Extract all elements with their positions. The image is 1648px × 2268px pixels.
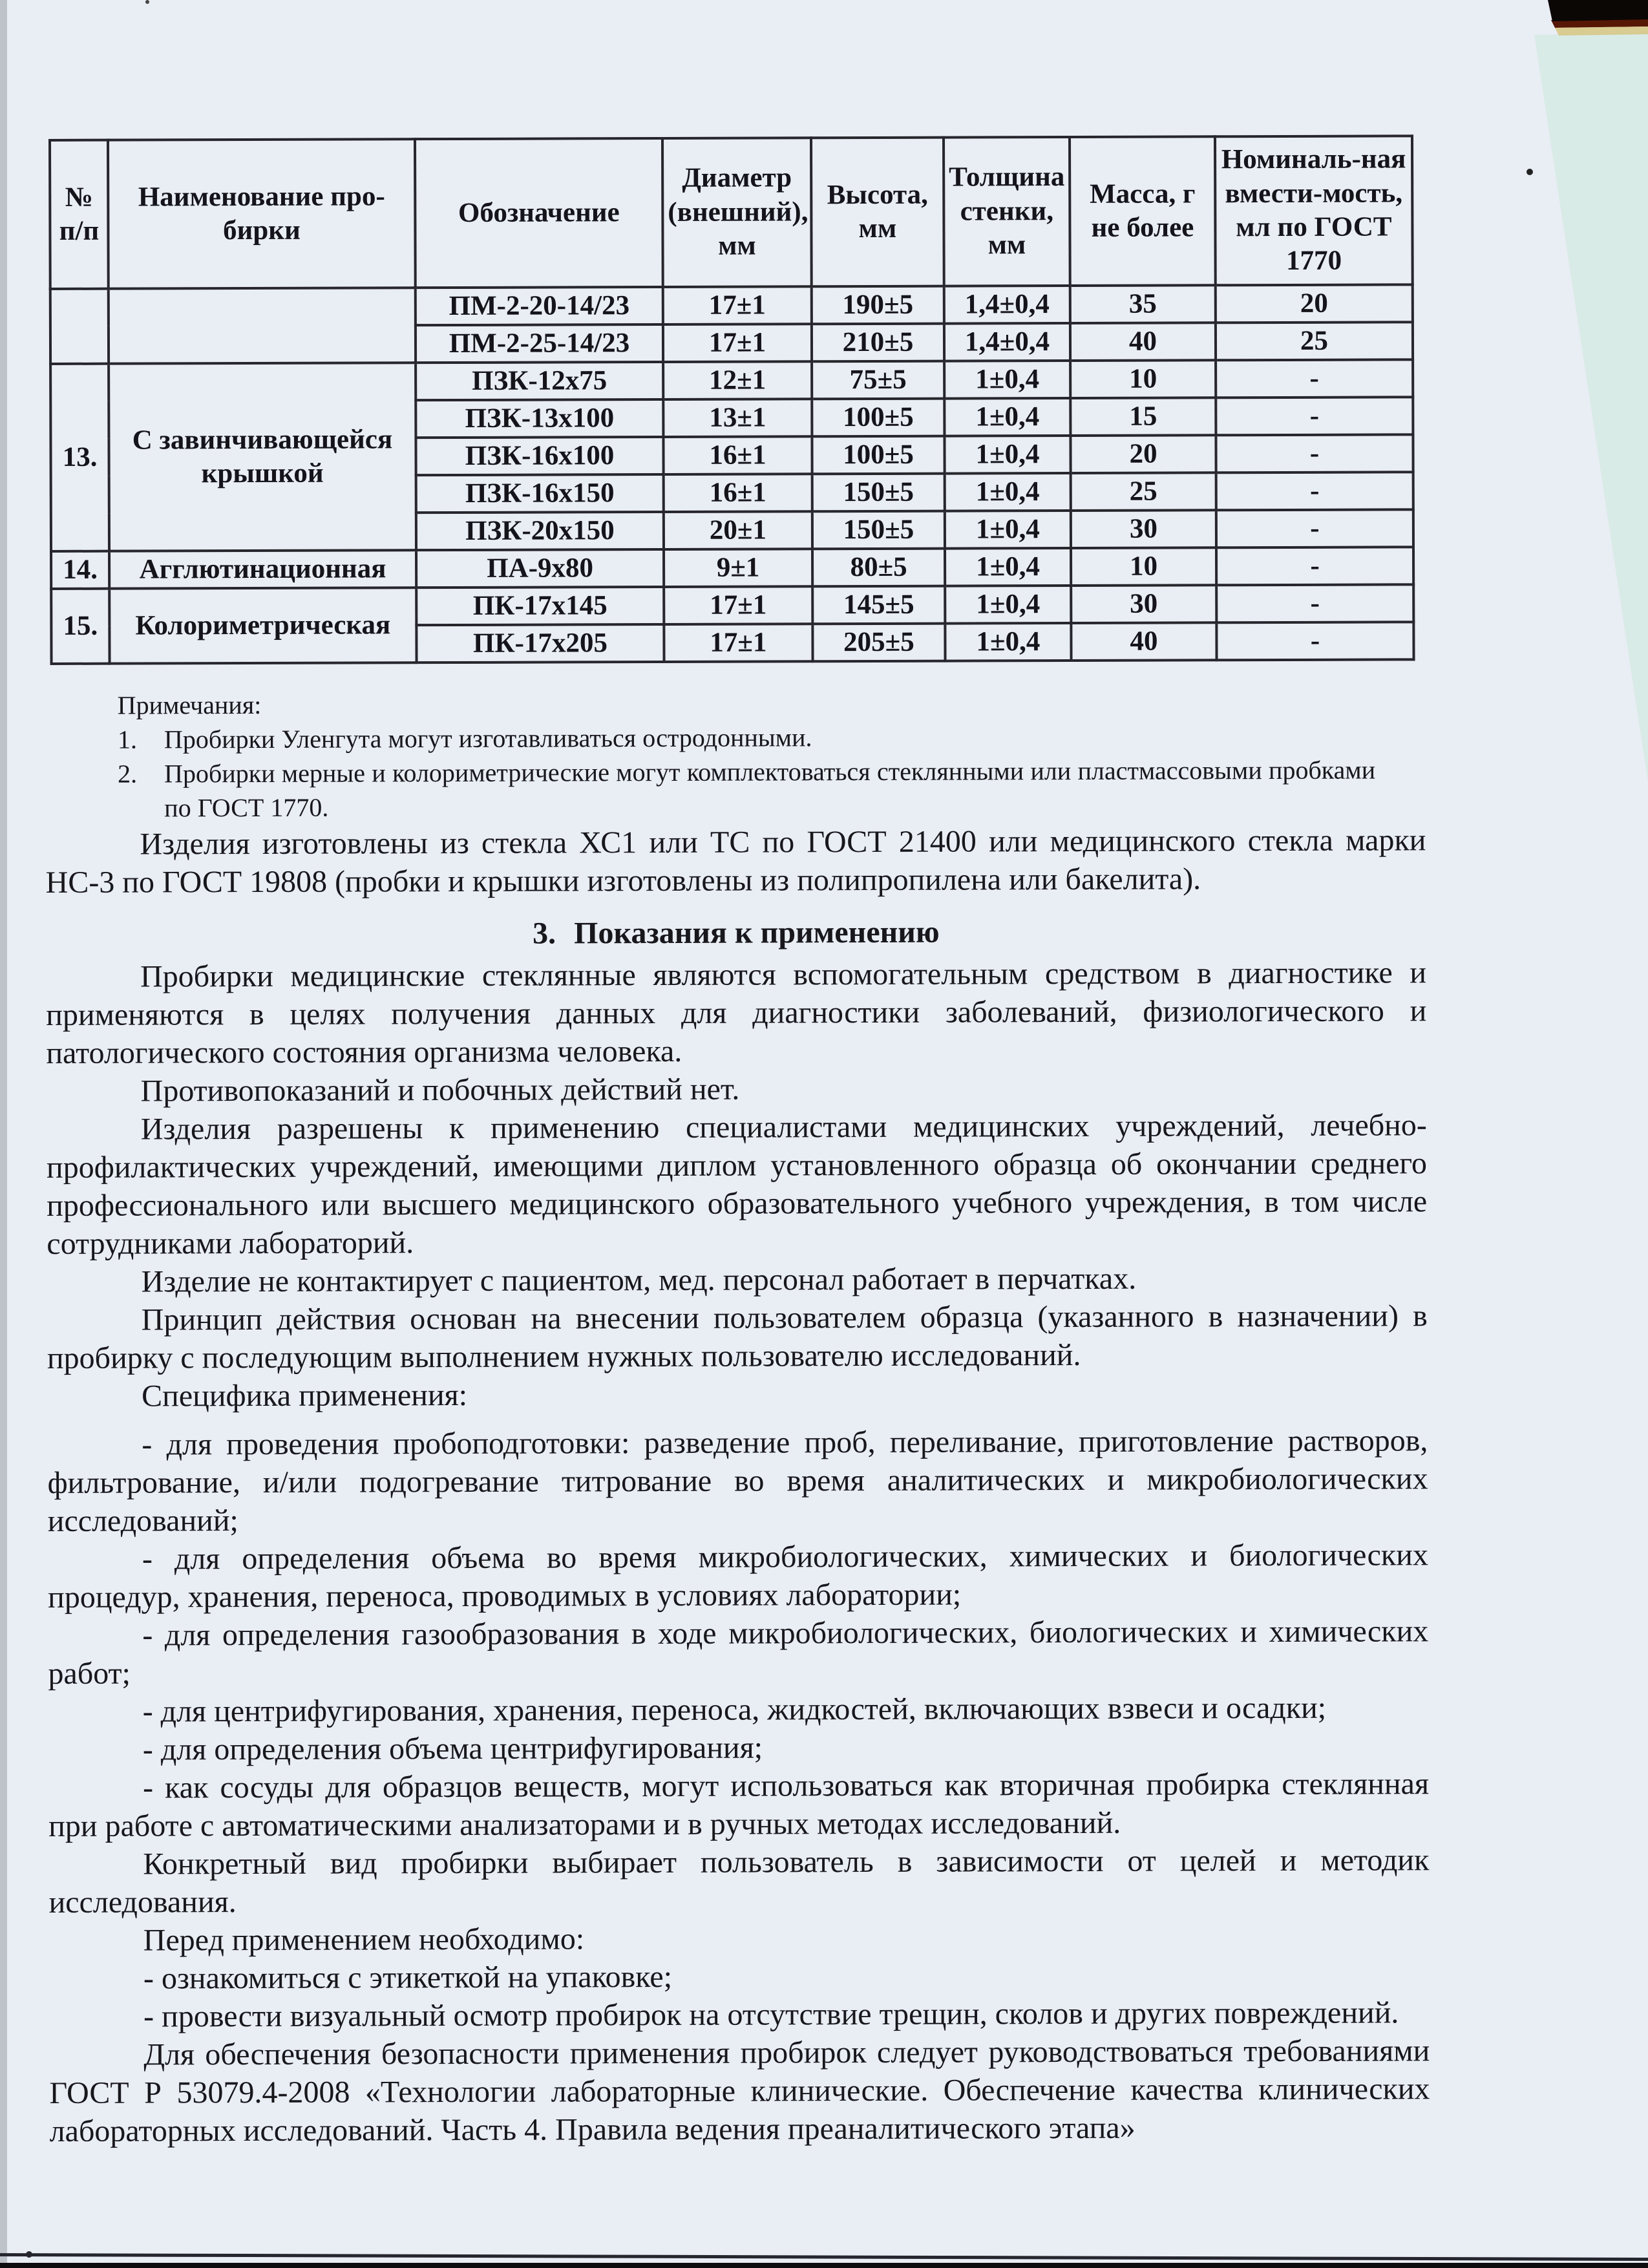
bullet-paragraph: - для проведения пробоподготовки: разведение проб, переливание, приготовление растворов, фильтрование, и/или подогревание титрование во время аналитических и микробиологических исследований; xyxy=(47,1423,1428,1538)
col-header-designation: Обозначение xyxy=(415,138,663,288)
col-header-capacity: Номиналь-ная вмести-мость, мл по ГОСТ 1770 xyxy=(1215,136,1413,285)
cell-wall: 1±0,4 xyxy=(944,436,1070,474)
bullet-paragraph: - как сосуды для образцов веществ, могут использоваться как вторичная пробирка стеклянная при работе с автоматическими анализаторами и в ручных методах исследований. xyxy=(48,1766,1430,1843)
paragraph: Пробирки медицинские стеклянные являются вспомогательным средством в диагностике и применяются в целях получения данных для диагностики заболеваний, физиологического и патологического состояния организма человека. xyxy=(46,955,1427,1070)
cell-height: 145±5 xyxy=(812,586,945,624)
cell-capacity: - xyxy=(1216,622,1413,660)
cell-diameter: 16±1 xyxy=(663,436,812,474)
bullet-paragraph: - провести визуальный осмотр пробирок на отсутствие трещин, сколов и других повреждений. xyxy=(143,1995,1399,2034)
cell-height: 100±5 xyxy=(812,436,944,474)
cell-diameter: 17±1 xyxy=(663,324,812,362)
cell-mass: 30 xyxy=(1071,510,1216,548)
cell-diameter: 17±1 xyxy=(663,286,812,324)
cell-height: 150±5 xyxy=(812,511,945,549)
paragraph: Изделия разрешены к применению специалистами медицинских учреждений, лечебно-профилактических учреждений, имеющими диплом установленного образца об окончании среднего профессионального или высшего медицинского образовательного учебного учреждения, в том числе сотрудниками лабораторий. xyxy=(46,1108,1428,1261)
tube-spec-table xyxy=(48,134,1415,665)
cell-mass: 30 xyxy=(1071,585,1216,623)
bottom-scanner-band xyxy=(0,2263,1648,2268)
cell-mass: 10 xyxy=(1071,547,1216,586)
cell-designation: ПМ-2-20-14/23 xyxy=(416,287,663,325)
cell-mass: 25 xyxy=(1071,472,1216,511)
cell-capacity: - xyxy=(1216,584,1413,622)
paragraph: Конкретный вид пробирки выбирает пользователь в зависимости от целей и методик исследования. xyxy=(48,1843,1430,1920)
page-edge-maroon-line xyxy=(1551,19,1648,28)
cell-wall: 1±0,4 xyxy=(944,361,1070,399)
cell-capacity: - xyxy=(1216,547,1413,585)
cell-diameter: 20±1 xyxy=(664,511,812,549)
notes-block xyxy=(118,684,1376,825)
page-edge-yellow-line xyxy=(1555,26,1648,36)
bullet-paragraph: - для определения объема центрифугирования; xyxy=(142,1730,763,1767)
row-name-cell: С завинчивающейся крышкой xyxy=(109,363,416,551)
cell-designation: ПЗК-16х100 xyxy=(416,437,663,475)
row-name-cell: Колориметрическая xyxy=(109,588,416,663)
cell-height: 210±5 xyxy=(812,324,944,362)
paragraph: Изделие не контактирует с пациентом, мед. персонал работает в перчатках. xyxy=(141,1261,1137,1299)
bullet-paragraph: - для центрифугирования, хранения, переноса, жидкостей, включающих взвеси и осадки; xyxy=(142,1690,1327,1729)
dust-speck xyxy=(26,2251,32,2258)
page-content xyxy=(43,134,1430,2150)
row-num-cell: 15. xyxy=(51,589,109,664)
row-num-cell xyxy=(50,289,109,364)
table-header-row xyxy=(50,136,1413,289)
cell-wall: 1±0,4 xyxy=(944,398,1070,436)
body-text xyxy=(45,821,1430,2150)
cell-height: 205±5 xyxy=(812,624,945,662)
cell-wall: 1±0,4 xyxy=(945,473,1071,511)
under-sheet-corner xyxy=(1534,32,1648,782)
cell-mass: 20 xyxy=(1070,435,1216,473)
cell-designation: ПА-9х80 xyxy=(416,549,664,588)
notes-title: Примечания: xyxy=(117,690,262,720)
dust-speck xyxy=(145,0,149,4)
cell-height: 150±5 xyxy=(812,474,945,512)
row-name-cell xyxy=(109,288,416,363)
cell-capacity: - xyxy=(1216,397,1413,435)
cell-wall: 1,4±0,4 xyxy=(944,286,1070,324)
cell-diameter: 17±1 xyxy=(664,586,812,624)
table-row xyxy=(51,584,1413,626)
cell-designation: ПЗК-13х100 xyxy=(416,399,663,438)
note-text: Пробирки Уленгута могут изготавливаться остродонными. xyxy=(164,723,812,754)
cell-mass: 40 xyxy=(1070,323,1216,361)
cell-mass: 10 xyxy=(1070,360,1216,398)
cell-diameter: 13±1 xyxy=(663,399,812,437)
cell-wall: 1±0,4 xyxy=(945,586,1071,624)
paragraph: Специфика применения: xyxy=(142,1377,468,1414)
cell-wall: 1±0,4 xyxy=(945,548,1071,586)
cell-height: 75±5 xyxy=(812,361,944,399)
note-number: 1. xyxy=(117,725,137,754)
bullet-paragraph: - ознакомиться с этикеткой на упаковке; xyxy=(143,1959,673,1996)
col-header-wall: Толщина стенки, мм xyxy=(944,137,1070,286)
cell-designation: ПМ-2-25-14/23 xyxy=(416,324,663,363)
paragraph: Для обеспечения безопасности применения пробирок следует руководствоваться требованиями ГОСТ Р 53079.4-2008 «Технологии лабораторные клинические. Обеспечение качества клинических лабораторных исследований. Часть 4. Правила ведения преаналитического этапа» xyxy=(49,2033,1430,2148)
cell-designation: ПЗК-20х150 xyxy=(416,512,664,550)
cell-capacity: - xyxy=(1216,359,1413,397)
col-header-mass: Масса, г не более xyxy=(1070,136,1216,286)
row-num-cell: 13. xyxy=(50,364,109,551)
col-header-num: № п/п xyxy=(50,140,109,289)
paragraph: Перед применением необходимо: xyxy=(143,1922,585,1958)
col-header-diameter: Диаметр (внешний), мм xyxy=(662,138,812,287)
cell-designation: ПК-17х145 xyxy=(416,587,664,625)
row-num-cell: 14. xyxy=(51,551,109,589)
dust-speck xyxy=(1527,169,1533,175)
cell-mass: 15 xyxy=(1070,397,1216,436)
cell-designation: ПЗК-12х75 xyxy=(416,362,663,400)
cell-capacity: - xyxy=(1216,434,1413,472)
materials-paragraph: Изделия изготовлены из стекла ХС1 или ТС по ГОСТ 21400 или медицинского стекла марки НС-3 по ГОСТ 19808 (пробки и крышки изготовлены из полипропилена или бакелита). xyxy=(45,823,1426,900)
paragraph: Противопоказаний и побочных действий нет. xyxy=(140,1072,740,1108)
cell-mass: 40 xyxy=(1071,622,1216,661)
bottom-page-edge-line xyxy=(0,2253,1648,2261)
bullet-paragraph: - для определения газообразования в ходе микробиологических, биологических и химических работ; xyxy=(48,1614,1429,1691)
cell-capacity: - xyxy=(1216,509,1413,547)
cell-wall: 1±0,4 xyxy=(945,623,1071,661)
table-row xyxy=(51,547,1413,589)
note-number: 2. xyxy=(118,759,138,789)
bullet-paragraph: - для определения объема во время микробиологических, химических и биологических процедур, хранения, переноса, проводимых в условиях лаборатории; xyxy=(48,1538,1428,1615)
paragraph: Принцип действия основан на внесении пользователем образца (указанного в назначении) в пробирку с последующим выполнением нужных пользователю исследований. xyxy=(47,1298,1428,1375)
cell-diameter: 16±1 xyxy=(664,474,812,512)
cell-designation: ПЗК-16х150 xyxy=(416,474,664,513)
table-row xyxy=(50,284,1413,326)
section-title: Показания к применению xyxy=(574,915,940,951)
cell-mass: 35 xyxy=(1070,285,1216,323)
section-number: 3. xyxy=(533,916,556,951)
col-header-name: Наименование про-бирки xyxy=(108,139,416,288)
cell-diameter: 9±1 xyxy=(664,549,812,587)
cell-height: 190±5 xyxy=(812,286,944,324)
cell-capacity: 20 xyxy=(1216,284,1413,323)
cell-diameter: 12±1 xyxy=(663,361,812,399)
cell-height: 80±5 xyxy=(812,549,945,587)
cell-diameter: 17±1 xyxy=(664,624,812,662)
note-item xyxy=(118,719,1375,757)
cell-wall: 1±0,4 xyxy=(945,511,1071,549)
cell-wall: 1,4±0,4 xyxy=(944,323,1070,361)
note-text: Пробирки мерные и колориметрические могут комплектоваться стеклянными или пластмассовыми пробками по ГОСТ 1770. xyxy=(164,755,1376,823)
cell-capacity: 25 xyxy=(1216,322,1413,360)
cell-capacity: - xyxy=(1216,472,1413,510)
scanner-black-corner xyxy=(1548,0,1648,21)
left-scanner-shadow xyxy=(0,0,7,2268)
col-header-height: Высота, мм xyxy=(811,138,944,287)
row-name-cell: Агглютинационная xyxy=(109,550,416,588)
cell-designation: ПК-17х205 xyxy=(416,624,664,662)
table-row xyxy=(50,359,1413,401)
note-item xyxy=(118,753,1375,825)
cell-height: 100±5 xyxy=(812,399,944,437)
section-heading xyxy=(46,911,1426,954)
